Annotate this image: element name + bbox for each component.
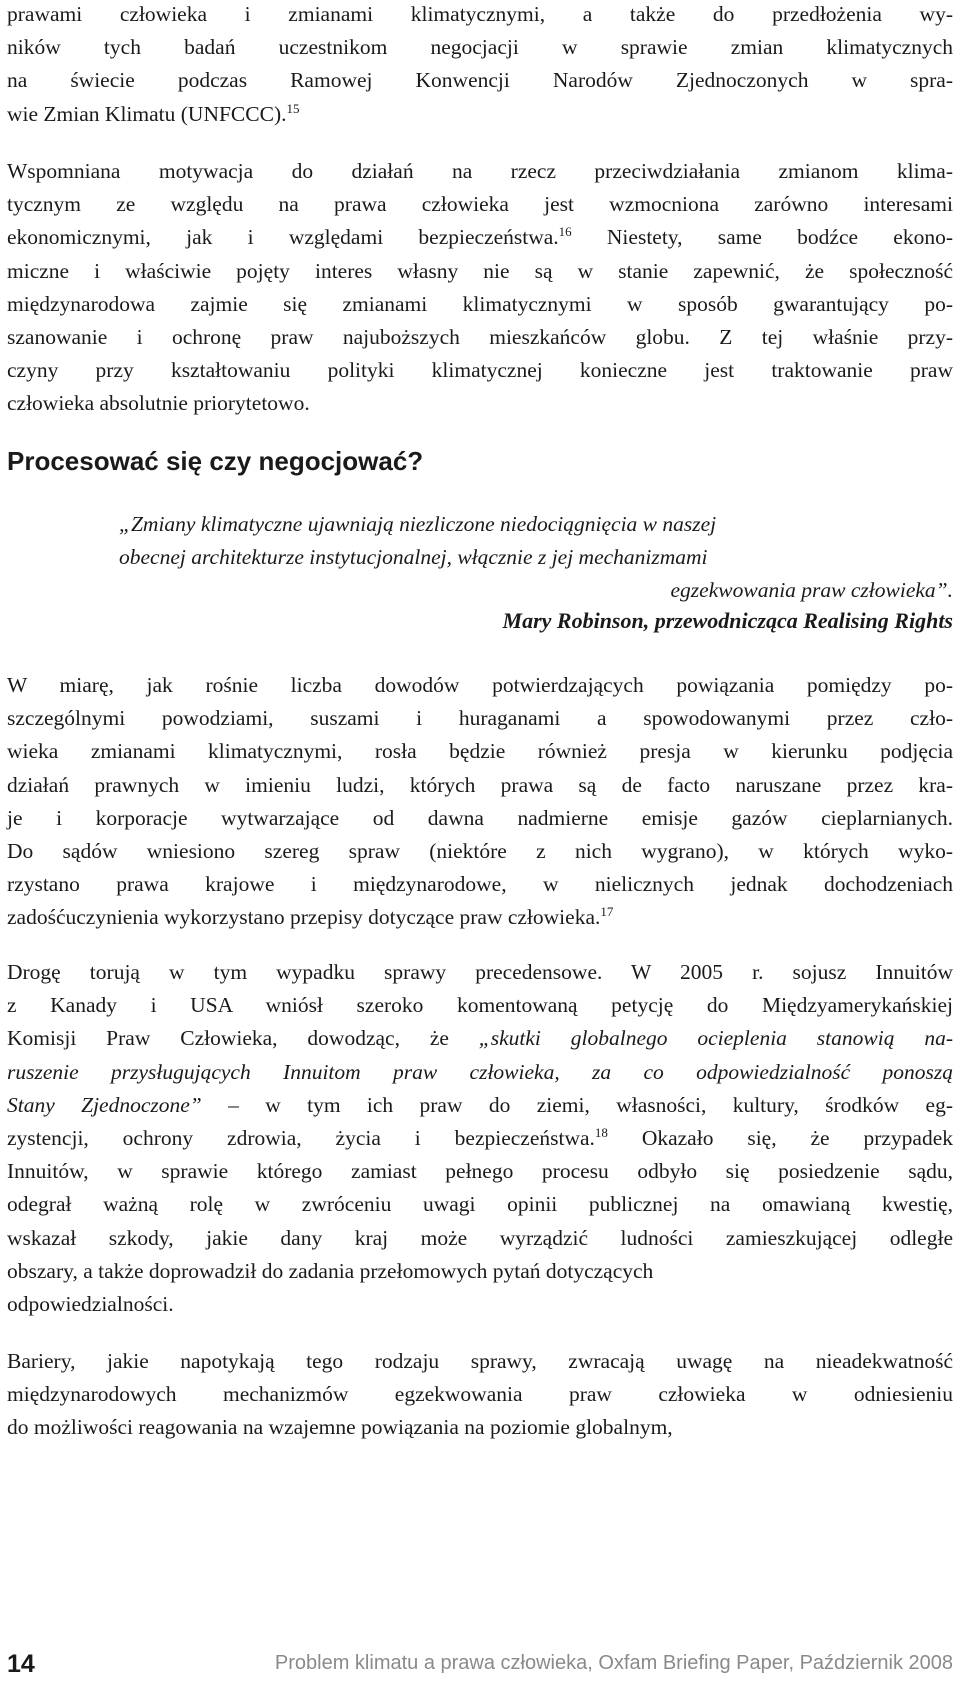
text-line: [7, 1122, 953, 1155]
text-line: szczególnymi powodziami, suszami i huraganami a spowodowanymi przez czło-: [7, 706, 953, 731]
text-fragment: wie Zmian Klimatu (UNFCCC).: [7, 101, 287, 126]
text-line: Do sądów wniesiono szereg spraw (niektóre z nich wygrano), w których wyko-: [7, 839, 953, 864]
text-line: [7, 901, 953, 934]
running-title: Problem klimatu a prawa człowieka, Oxfam Briefing Paper, Październik 2008: [274, 1652, 953, 1674]
text-line: z Kanady i USA wniósł szeroko komentowaną petycję do Międzyamerykańskiej: [7, 993, 953, 1018]
text-fragment: Okazało się, że przypadek: [607, 1126, 954, 1151]
text-line: [7, 1089, 953, 1122]
text-line: prawami człowieka i zmianami klimatycznymi, a także do przedłożenia wy-: [7, 2, 953, 26]
text-line: Bariery, jakie napotykają tego rodzaju sprawy, zwracają uwagę na nieadekwatność: [7, 1349, 953, 1373]
text-line: [7, 98, 953, 131]
text-line: W miarę, jak rośnie liczba dowodów potwierdzających powiązania pomiędzy po-: [7, 673, 953, 697]
paragraph-barriers: [7, 1345, 953, 1445]
footnote-ref: 16: [558, 224, 572, 240]
page-number: 14: [7, 1650, 35, 1678]
footnote-ref: 18: [594, 1125, 608, 1141]
text-line: odpowiedzialności.: [7, 1292, 174, 1317]
text-line: miczne i właściwie pojęty interes własny nie są w stanie zapewnić, że społeczność: [7, 258, 953, 283]
quoted-fragment: „skutki globalnego ocieplenia stanowią na-: [478, 1026, 953, 1051]
quote-line: egzekwowania praw człowieka”.: [670, 578, 953, 602]
text-line: rzystano prawa krajowe i międzynarodowe, w nielicznych jednak dochodzeniach: [7, 872, 953, 897]
text-line: międzynarodowych mechanizmów egzekwowania praw człowieka w odniesieniu: [7, 1382, 953, 1407]
text-fragment: ekonomicznymi, jak i względami bezpieczeństwa.: [7, 225, 559, 250]
section-heading: Procesować się czy negocjować?: [7, 446, 424, 476]
text-line: [7, 1022, 953, 1055]
text-line: odegrał ważną rolę w zwróceniu uwagi opinii publicznej na omawianą kwestię,: [7, 1192, 953, 1217]
quote-line: obecnej architekturze instytucjonalnej, włącznie z jej mechanizmami: [119, 545, 708, 569]
page-footer: [7, 1650, 953, 1684]
text-line: [7, 1056, 953, 1089]
text-fragment: Niestety, same bodźce ekono-: [571, 225, 953, 250]
text-line: wskazał szkody, jakie dany kraj może wyrządzić ludności zamieszkującej odległe: [7, 1225, 953, 1250]
text-line: Innuitów, w sprawie którego zamiast pełnego procesu odbyło się posiedzenie sądu,: [7, 1159, 953, 1184]
text-line: [7, 221, 953, 254]
text-line: wieka zmianami klimatycznymi, rosła będzie również presja w kierunku podjęcia: [7, 739, 953, 764]
text-line: międzynarodowa zajmie się zmianami klimatycznymi w sposób gwarantujący po-: [7, 291, 953, 316]
text-line: obszary, a także doprowadził do zadania przełomowych pytań dotyczących: [7, 1258, 654, 1283]
paragraph-precedent: [7, 956, 953, 1321]
paragraph-motivation: [7, 155, 953, 421]
footnote-ref: 15: [286, 100, 300, 116]
quoted-fragment: Stany Zjednoczone”: [7, 1092, 202, 1117]
text-line: Wspomniana motywacja do działań na rzecz przeciwdziałania zmianom klima-: [7, 159, 953, 183]
text-fragment: Komisji Praw Człowieka, dowodząc, że: [7, 1026, 479, 1051]
text-line: do możliwości reagowania na wzajemne powiązania na poziomie globalnym,: [7, 1415, 673, 1440]
text-line: działań prawnych w imieniu ludzi, których prawa są de facto naruszane przez kra-: [7, 772, 953, 797]
text-fragment: – w tym ich praw do ziemi, własności, kultury, środków eg-: [201, 1092, 954, 1117]
paragraph-evidence: [7, 669, 953, 935]
text-line: ników tych badań uczestnikom negocjacji w sprawie zmian klimatycznych: [7, 35, 953, 60]
text-line: na świecie podczas Ramowej Konwencji Narodów Zjednoczonych w spra-: [7, 68, 953, 93]
text-fragment: zadośćuczynienia wykorzystano przepisy dotyczące praw człowieka.: [7, 905, 601, 930]
text-line: szanowanie i ochronę praw najuboższych mieszkańców globu. Z tej właśnie przy-: [7, 325, 953, 350]
text-line: Drogę torują w tym wypadku sprawy precedensowe. W 2005 r. sojusz Innuitów: [7, 960, 953, 984]
quote-attribution: Mary Robinson, przewodnicząca Realising Rights: [502, 608, 953, 633]
quoted-fragment: ruszenie przysługujących Innuitom praw człowieka, za co odpowiedzialność ponoszą: [7, 1059, 953, 1084]
paragraph-intro: [7, 0, 953, 131]
text-line: je i korporacje wytwarzające od dawna nadmierne emisje gazów cieplarnianych.: [7, 805, 953, 830]
text-line: człowieka absolutnie priorytetowo.: [7, 391, 310, 416]
text-fragment: zystencji, ochrony zdrowia, życia i bezpieczeństwa.: [7, 1126, 595, 1151]
block-quote: [7, 508, 953, 607]
text-line: czyny przy kształtowaniu polityki klimatycznej konieczne jest traktowanie praw: [7, 358, 953, 383]
text-line: tycznym ze względu na prawa człowieka jest wzmocniona zarówno interesami: [7, 192, 953, 217]
footnote-ref: 17: [600, 904, 614, 920]
quote-line: „Zmiany klimatyczne ujawniają niezliczone niedociągnięcia w naszej: [119, 512, 717, 536]
